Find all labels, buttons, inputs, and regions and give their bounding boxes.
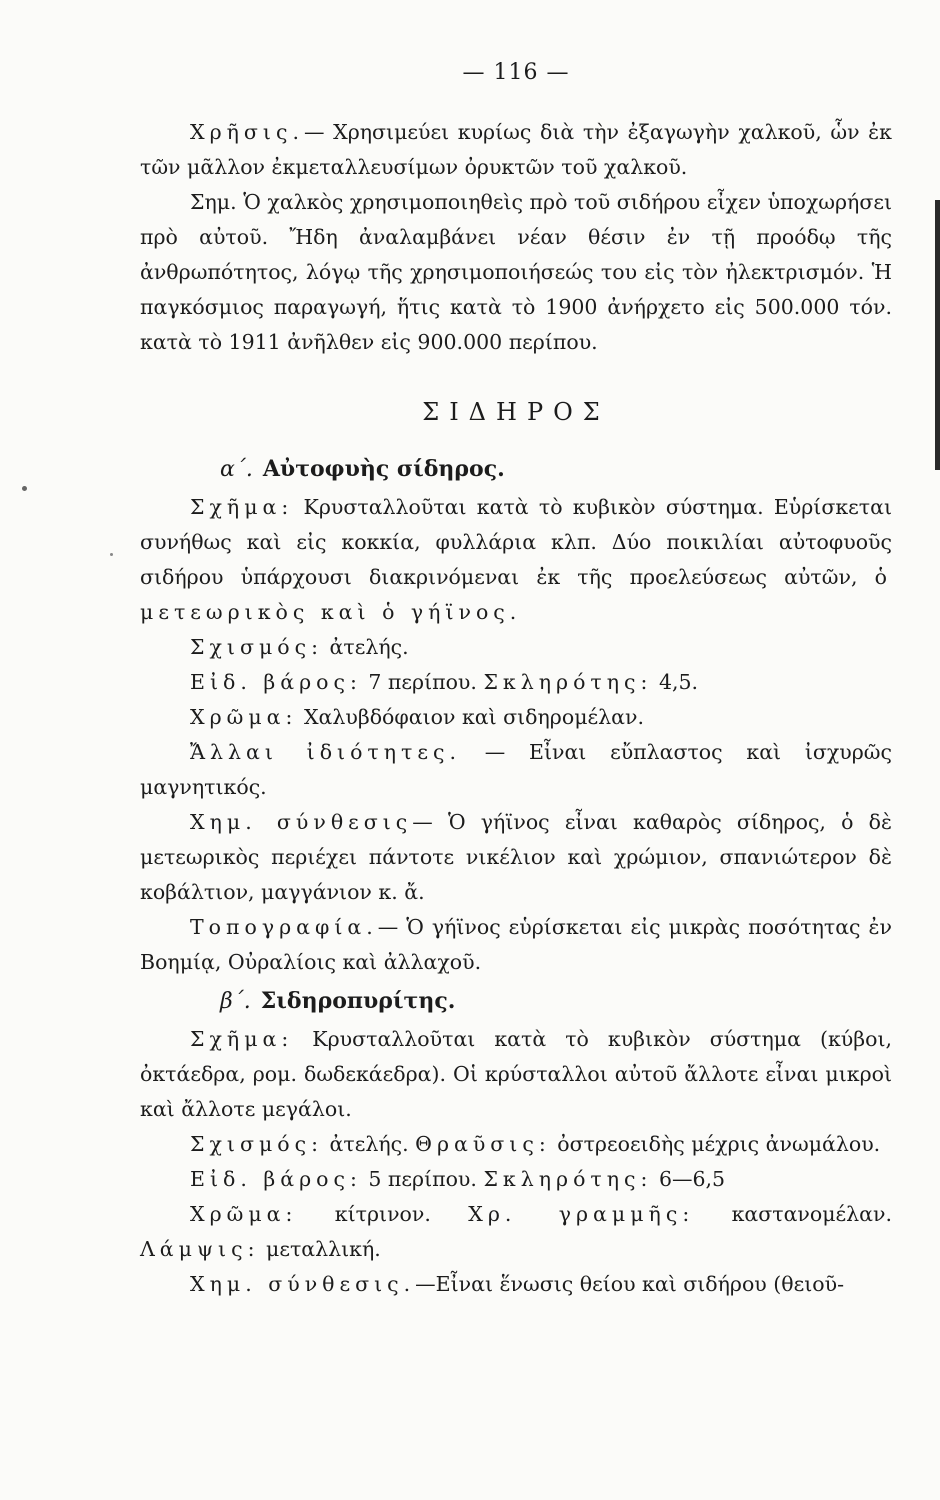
intro-paragraph-1: Χρῆσις.— Χρησιμεύει κυρίως διὰ τὴν ἐξαγωγὴν χαλκοῦ, ὧν ἐκ τῶν μᾶλλον ἐκμεταλλευσίμων ὀρυκτῶν τοῦ χαλκοῦ. — [140, 120, 892, 179]
alpha-weight: Εἰδ. βάρος: 7 περίπου. Σκληρότης: 4,5. — [190, 670, 699, 694]
scan-speck — [22, 486, 27, 491]
subsection-heading-beta: β΄. Σιδηροπυρίτης. — [220, 988, 456, 1014]
binding-edge — [935, 200, 940, 470]
beta-color: Χρῶμα: κίτρινον. Χρ. γραμμῆς: καστανομέλαν. Λάμψις: μεταλλική. — [140, 1202, 892, 1261]
subsection-heading-alpha: α΄. Αὐτοφυὴς σίδηρος. — [220, 456, 505, 482]
scan-speck — [110, 553, 113, 556]
alpha-cleavage: Σχισμός: ἀτελής. — [190, 635, 409, 659]
beta-cleavage: Σχισμός: ἀτελής. Θραῦσις: ὀστρεοειδὴς μέχρις ἀνωμάλου. — [190, 1132, 881, 1156]
intro-paragraph-2: Σημ. Ὁ χαλκὸς χρησιμοποιηθεὶς πρὸ τοῦ σιδήρου εἶχεν ὑποχωρήσει πρὸ αὐτοῦ. Ἤδη ἀναλαμβάνει νέαν θέσιν ἐν τῇ προόδῳ τῆς ἀνθρωπότητος, λόγῳ τῆς χρησιμοποιήσεώς του εἰς τὸν ἠλεκτρισμόν. Ἡ παγκόσμιος παραγωγή, ἥτις κατὰ τὸ 1900 ἀνήρχετο εἰς 500.000 τόν. κατὰ τὸ 1911 ἀνῆλθεν εἰς 900.000 περίπου. — [140, 190, 892, 354]
alpha-topography: Τοπογραφία.— Ὁ γήϊνος εὑρίσκεται εἰς μικρὰς ποσότητας ἐν Βοημίᾳ, Οὐραλίοις καὶ ἀλλαχοῦ. — [140, 915, 892, 974]
alpha-schema: Σχῆμα: Κρυσταλλοῦται κατὰ τὸ κυβικὸν σύστημα. Εὑρίσκεται συνήθως καὶ εἰς κοκκία, φυλλάρια κλπ. Δύο ποικιλίαι αὐτοφυοῦς σιδήρου ὑπάρχουσι διακρινόμεναι ἐκ τῆς προελεύσεως αὐτῶν, ὁ μετεωρικὸς καὶ ὁ γήϊνος. — [140, 495, 892, 624]
beta-weight: Εἰδ. βάρος: 5 περίπου. Σκληρότης: 6—6,5 — [190, 1167, 726, 1191]
alpha-chemical: Χημ. σύνθεσις— Ὁ γήϊνος εἶναι καθαρὸς σίδηρος, ὁ δὲ μετεωρικὸς περιέχει πάντοτε νικέλιον καὶ χρώμιον, σπανιώτερον δὲ κοβάλτιον, μαγγάνιον κ. ἄ. — [140, 810, 892, 904]
intro-lead: Χρῆσις. — [190, 120, 304, 144]
page-number: — 116 — — [462, 60, 570, 85]
page-body — [140, 60, 892, 1302]
section-title: ΣΙΔΗΡΟΣ — [422, 398, 610, 426]
alpha-color: Χρῶμα: Χαλυβδόφαιον καὶ σιδηρομέλαν. — [190, 705, 644, 729]
beta-schema: Σχῆμα: Κρυσταλλοῦται κατὰ τὸ κυβικὸν σύστημα (κύβοι, ὀκτάεδρα, ρομ. δωδεκάεδρα). Οἱ κρύσταλλοι αὐτοῦ ἄλλοτε εἶναι μικροὶ καὶ ἄλλοτε μεγάλοι. — [140, 1027, 892, 1121]
alpha-other-properties: Ἄλλαι ἰδιότητες. — Εἶναι εὔπλαστος καὶ ἰσχυρῶς μαγνητικός. — [140, 740, 892, 799]
beta-chemical: Χημ. σύνθεσις.—Εἶναι ἕνωσις θείου καὶ σιδήρου (θειοῦ- — [190, 1272, 845, 1296]
